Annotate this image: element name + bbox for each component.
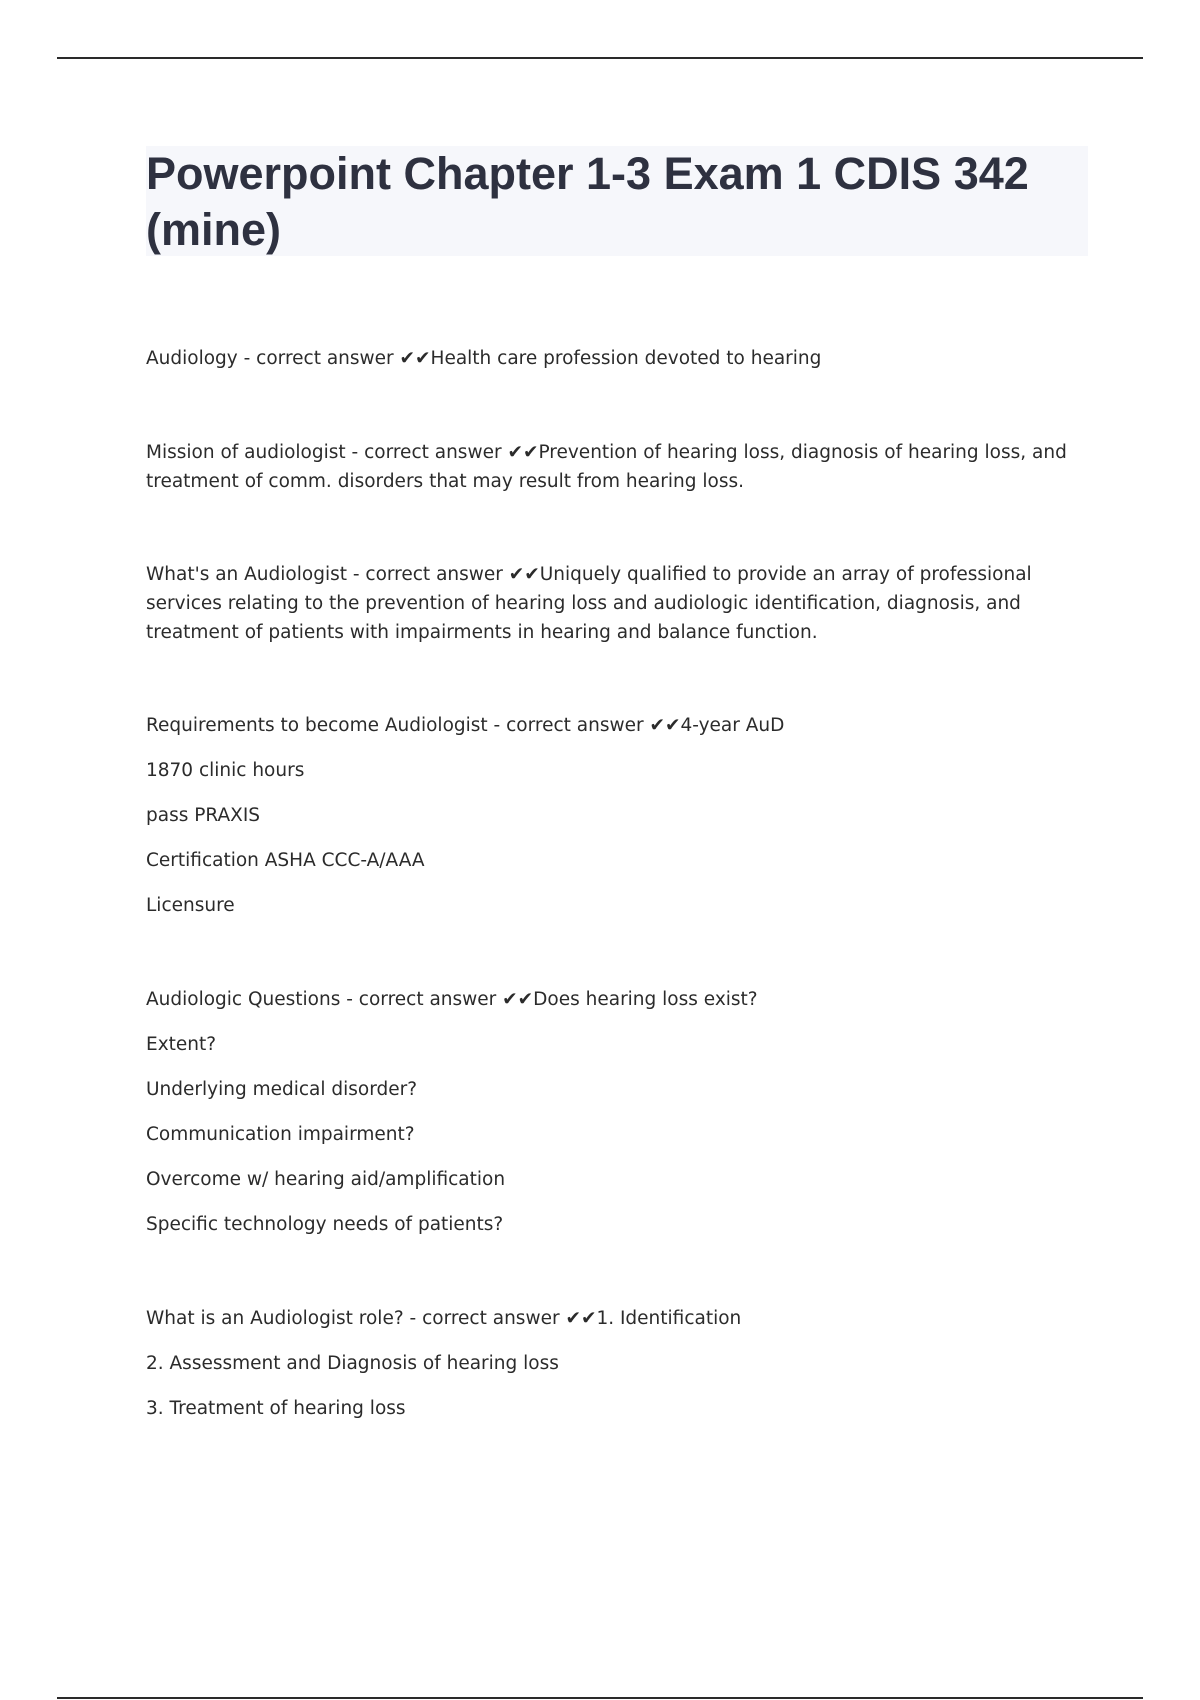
flashcard-audiologic-questions — [146, 985, 1096, 1240]
flashcard-line: Certification ASHA CCC-A/AAA — [146, 850, 425, 871]
flashcard-mission — [146, 438, 1096, 496]
flashcard-line: Requirements to become Audiologist - correct answer ✔✔4-year AuD — [146, 715, 785, 736]
flashcard-line: What is an Audiologist role? - correct answer ✔✔1. Identification — [146, 1308, 742, 1329]
flashcard-line: Mission of audiologist - correct answer ✔✔Prevention of hearing loss, diagnosis of hearing loss, and treatment of comm. disorders that may result from hearing loss. — [146, 442, 1067, 492]
flashcard-audiologist-role — [146, 1304, 1096, 1424]
bottom-rule — [57, 1697, 1143, 1699]
flashcard-line: Specific technology needs of patients? — [146, 1214, 504, 1235]
flashcard-line: Overcome w/ hearing aid/amplification — [146, 1169, 506, 1190]
flashcard-line: Licensure — [146, 895, 235, 916]
flashcard-line: Audiology - correct answer ✔✔Health care profession devoted to hearing — [146, 348, 822, 369]
top-rule — [57, 57, 1143, 59]
flashcard-requirements — [146, 711, 1096, 921]
flashcard-line: Underlying medical disorder? — [146, 1079, 418, 1100]
flashcard-line: Communication impairment? — [146, 1124, 415, 1145]
flashcard-line: 2. Assessment and Diagnosis of hearing loss — [146, 1353, 559, 1374]
document-title: Powerpoint Chapter 1-3 Exam 1 CDIS 342 (mine) — [146, 148, 1029, 255]
flashcard-list — [146, 344, 1096, 1488]
flashcard-audiology — [146, 344, 1096, 374]
flashcard-line: What's an Audiologist - correct answer ✔✔Uniquely qualified to provide an array of professional services relating to the prevention of hearing loss and audiologic identification, diagnosis, and treatment of patients with impairments in hearing and balance function. — [146, 564, 1032, 643]
flashcard-line: 1870 clinic hours — [146, 760, 305, 781]
flashcard-line: 3. Treatment of hearing loss — [146, 1398, 406, 1419]
flashcard-line: Audiologic Questions - correct answer ✔✔Does hearing loss exist? — [146, 989, 758, 1010]
flashcard-line: pass PRAXIS — [146, 805, 261, 826]
flashcard-whats-an-audiologist — [146, 560, 1096, 647]
flashcard-line: Extent? — [146, 1034, 217, 1055]
